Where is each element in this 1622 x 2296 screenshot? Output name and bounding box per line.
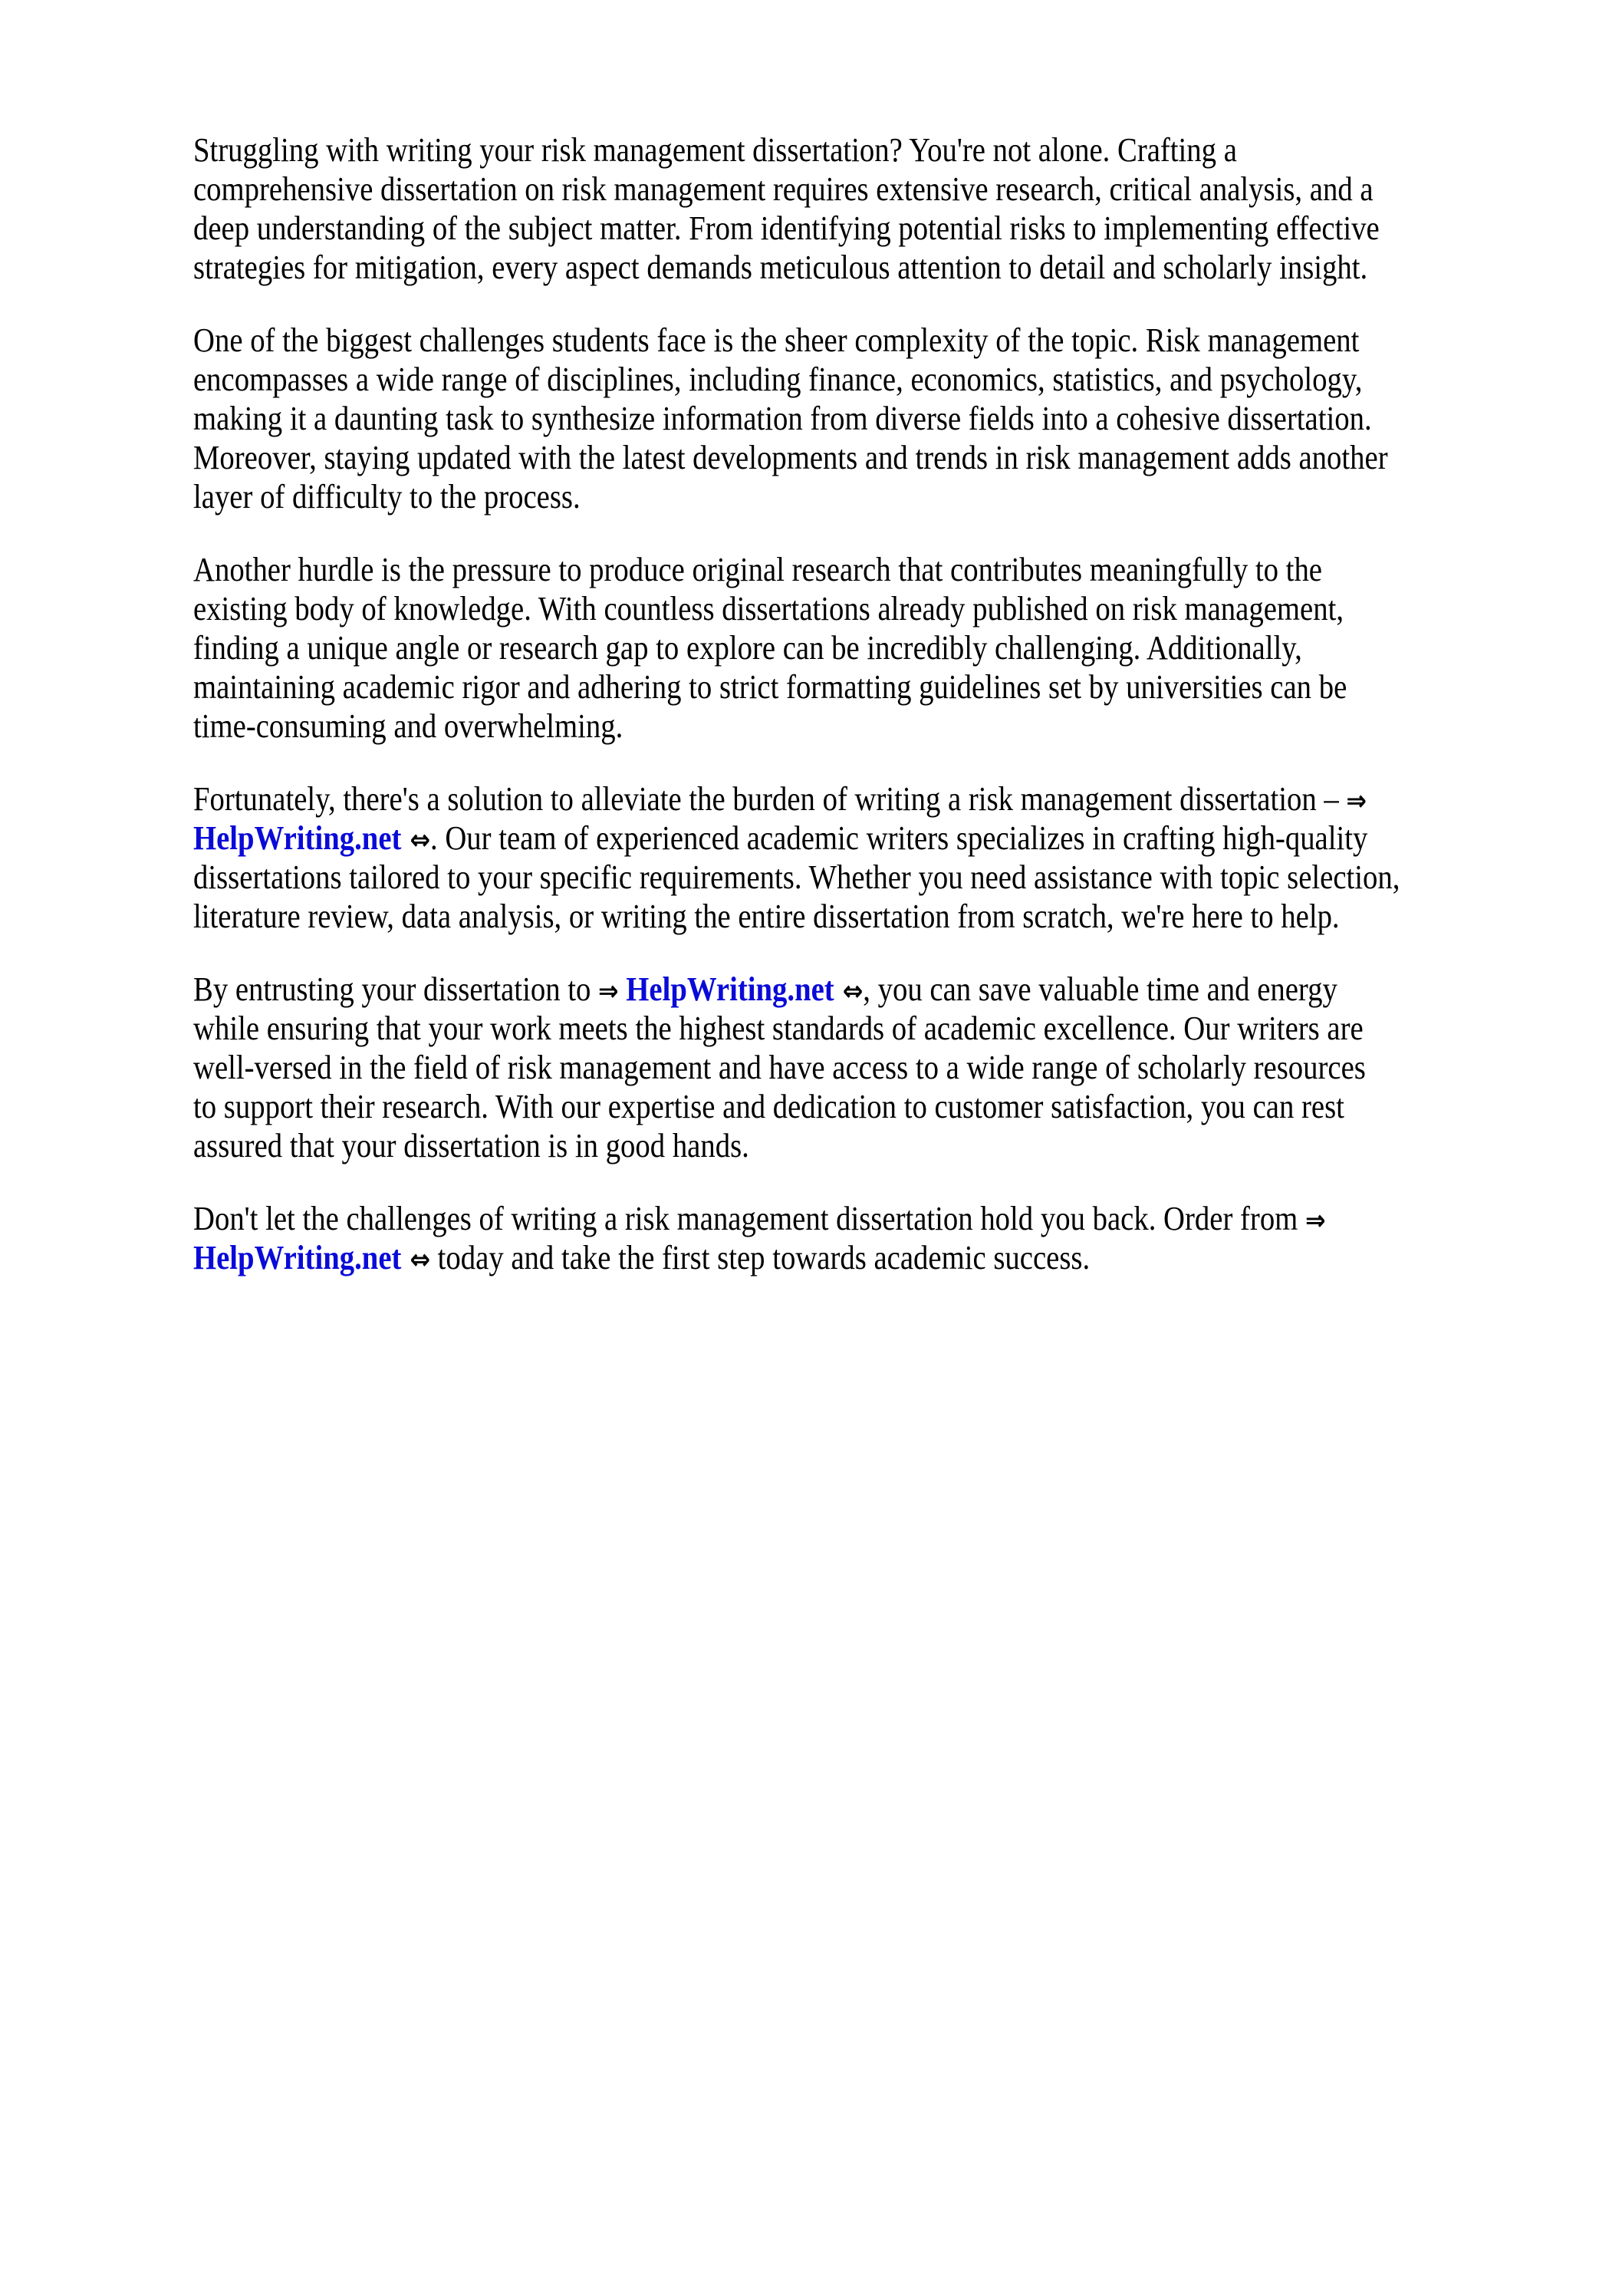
text-span: today and take the first step towards academic success.	[429, 1239, 1091, 1276]
text-line	[193, 1087, 1516, 1126]
text-line	[193, 1009, 1516, 1048]
text-span: dissertations tailored to your specific requirements. Whether you need assistance with topic selection,	[193, 858, 1400, 896]
text-span: strategies for mitigation, every aspect demands meticulous attention to detail and scholarly insight.	[193, 249, 1368, 286]
double-arrow-right-icon: ⇒	[1305, 1205, 1326, 1237]
text-span: comprehensive dissertation on risk management requires extensive research, critical analysis, and a	[193, 170, 1374, 208]
document-body	[193, 130, 1516, 1311]
text-span: while ensuring that your work meets the highest standards of academic excellence. Our writers are	[193, 1010, 1364, 1047]
double-arrow-both-icon: ⇔	[834, 976, 864, 1007]
text-line	[193, 438, 1516, 477]
paragraph	[193, 321, 1516, 516]
text-span: literature review, data analysis, or writing the entire dissertation from scratch, we're here to help.	[193, 898, 1340, 935]
text-line	[193, 130, 1516, 170]
text-line	[193, 248, 1516, 287]
text-line	[193, 360, 1516, 399]
paragraph	[193, 1199, 1516, 1277]
text-span: . Our team of experienced academic writers specializes in crafting high-quality	[429, 819, 1368, 857]
helpwriting-link[interactable]: HelpWriting.net	[626, 970, 834, 1008]
text-line	[193, 858, 1516, 897]
text-span: deep understanding of the subject matter. From identifying potential risks to implementing effective	[193, 209, 1380, 247]
text-line	[193, 589, 1516, 628]
double-arrow-right-icon: ⇒	[598, 976, 619, 1007]
double-arrow-right-icon: ⇒	[1346, 786, 1367, 817]
text-span: Fortunately, there's a solution to alleviate the burden of writing a risk management dissertation –	[193, 780, 1347, 818]
text-span: making it a daunting task to synthesize information from diverse fields into a cohesive dissertation.	[193, 400, 1372, 437]
text-line	[193, 477, 1516, 516]
text-span: time-consuming and overwhelming.	[193, 707, 623, 745]
text-line	[193, 399, 1516, 438]
text-line	[193, 550, 1516, 589]
text-line	[193, 1199, 1516, 1238]
text-span: Struggling with writing your risk management dissertation? You're not alone. Crafting a	[193, 131, 1237, 169]
text-span: assured that your dissertation is in good hands.	[193, 1127, 749, 1164]
text-span: well-versed in the field of risk management and have access to a wide range of scholarly resources	[193, 1049, 1366, 1086]
text-span: existing body of knowledge. With countless dissertations already published on risk management,	[193, 590, 1344, 628]
text-line	[193, 1048, 1516, 1087]
text-line	[193, 970, 1516, 1009]
text-line	[193, 209, 1516, 248]
helpwriting-link[interactable]: HelpWriting.net	[193, 819, 402, 857]
text-span: encompasses a wide range of disciplines, including finance, economics, statistics, and psychology,	[193, 361, 1363, 398]
text-span: By entrusting your dissertation to	[193, 970, 599, 1008]
text-line	[193, 170, 1516, 209]
text-line	[193, 779, 1516, 819]
text-span: Another hurdle is the pressure to produce original research that contributes meaningfully to the	[193, 551, 1322, 588]
text-line	[193, 1238, 1516, 1277]
paragraph	[193, 550, 1516, 746]
paragraph	[193, 970, 1516, 1165]
text-span: finding a unique angle or research gap to explore can be incredibly challenging. Additionally,	[193, 629, 1302, 667]
text-span: Don't let the challenges of writing a risk management dissertation hold you back. Order from	[193, 1200, 1305, 1237]
text-span: layer of difficulty to the process.	[193, 478, 581, 516]
text-line	[193, 321, 1516, 360]
text-span: , you can save valuable time and energy	[863, 970, 1337, 1008]
text-span: Moreover, staying updated with the latest developments and trends in risk management adds another	[193, 439, 1388, 476]
text-line	[193, 819, 1516, 858]
text-span	[619, 970, 627, 1008]
text-span: to support their research. With our expertise and dedication to customer satisfaction, you can rest	[193, 1088, 1344, 1125]
text-span: maintaining academic rigor and adhering to strict formatting guidelines set by universities can be	[193, 668, 1347, 706]
text-line	[193, 667, 1516, 707]
helpwriting-link[interactable]: HelpWriting.net	[193, 1239, 402, 1276]
double-arrow-both-icon: ⇔	[401, 825, 430, 856]
text-span: One of the biggest challenges students face is the sheer complexity of the topic. Risk management	[193, 321, 1360, 359]
double-arrow-both-icon: ⇔	[401, 1244, 430, 1276]
paragraph	[193, 779, 1516, 936]
text-line	[193, 707, 1516, 746]
text-line	[193, 1126, 1516, 1165]
text-line	[193, 628, 1516, 667]
text-line	[193, 897, 1516, 936]
paragraph	[193, 130, 1516, 287]
